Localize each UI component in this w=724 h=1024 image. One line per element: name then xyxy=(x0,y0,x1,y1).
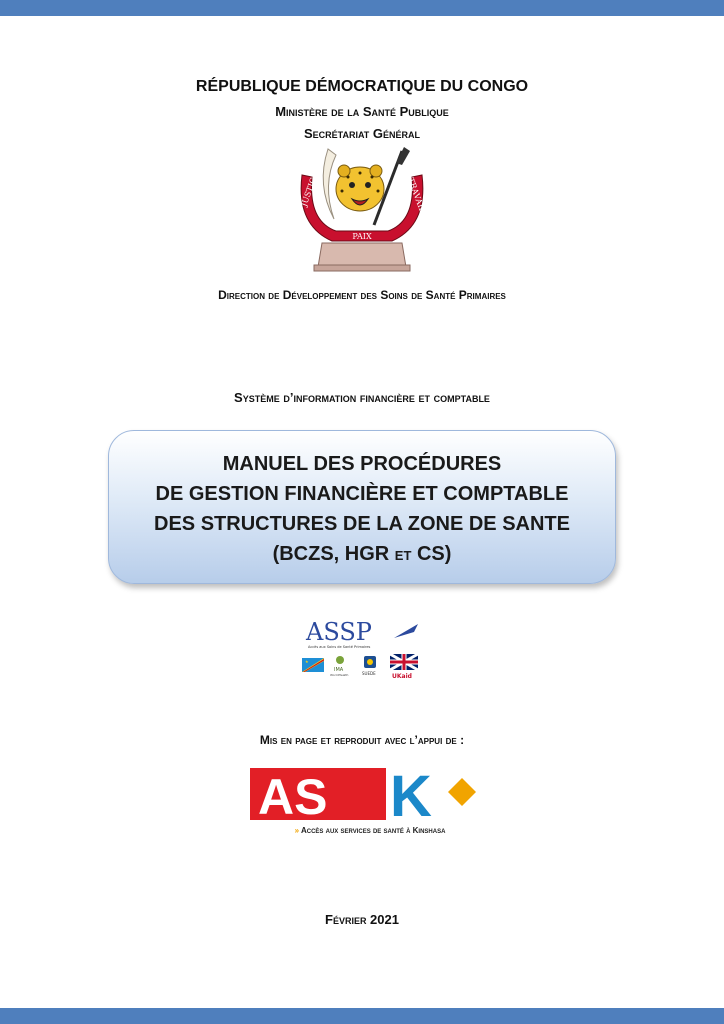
assp-logo-name: ASSP xyxy=(306,618,372,646)
title-line-1: MANUEL DES PROCÉDURES xyxy=(222,453,502,475)
assp-logo-sublabel: Accès aux Soins de Santé Primaires xyxy=(308,645,371,649)
publication-date: Février 2021 xyxy=(325,912,399,927)
bottom-border-bar xyxy=(0,1008,724,1024)
drc-coat-of-arms-icon xyxy=(292,145,432,273)
svg-text:WorldHealth: WorldHealth xyxy=(330,673,349,677)
document-title-box xyxy=(108,430,616,584)
ask-tagline-arrow: » xyxy=(294,826,300,835)
assp-arrow-icon xyxy=(394,624,418,638)
country-heading: RÉPUBLIQUE DÉMOCRATIQUE DU CONGO xyxy=(195,78,529,95)
title-line-4-et: ET xyxy=(394,548,412,563)
motto-left: JUSTICE xyxy=(299,170,321,208)
title-line-4-part-b: CS) xyxy=(416,543,452,565)
ask-tagline-text: Accès aux services de santé à Kinshasa xyxy=(300,826,446,835)
title-line-2: DE GESTION FINANCIÈRE ET COMPTABLE xyxy=(155,483,569,505)
ask-tagline xyxy=(250,826,490,835)
top-border-bar xyxy=(0,0,724,16)
motto-right: TRAVAIL xyxy=(406,176,427,214)
title-line-4-part-a: (BCZS, HGR xyxy=(272,543,390,565)
ask-logo xyxy=(250,764,490,844)
system-heading: Système d’information financière et comptable xyxy=(234,390,490,405)
svg-text:SUEDE: SUEDE xyxy=(362,671,376,676)
title-line-3: DES STRUCTURES DE LA ZONE DE SANTE xyxy=(154,513,570,535)
ask-logo-mark xyxy=(250,764,490,824)
assp-logo xyxy=(298,618,428,682)
svg-text:UKaid: UKaid xyxy=(392,673,412,680)
svg-text:★: ★ xyxy=(305,659,309,664)
ask-logo-name: AS xyxy=(258,769,328,824)
ukaid-flag-icon xyxy=(390,654,418,680)
ask-diamond-icon xyxy=(448,778,476,806)
ministry-heading: Ministère de la Santé Publique xyxy=(275,104,449,119)
ask-logo-k: K xyxy=(390,764,432,824)
svg-text:IMA: IMA xyxy=(334,667,344,673)
drc-flag-icon xyxy=(302,658,324,672)
title-line-4 xyxy=(109,543,615,566)
motto-center: PAIX xyxy=(352,232,372,241)
secretariat-heading: Secrétariat Général xyxy=(303,126,421,141)
ima-logo xyxy=(330,656,349,677)
suede-emblem-icon xyxy=(362,656,376,676)
direction-heading: Direction de Développement des Soins de Santé Primaires xyxy=(218,288,506,302)
support-caption: Mis en page et reproduit avec l’appui de : xyxy=(259,733,465,747)
